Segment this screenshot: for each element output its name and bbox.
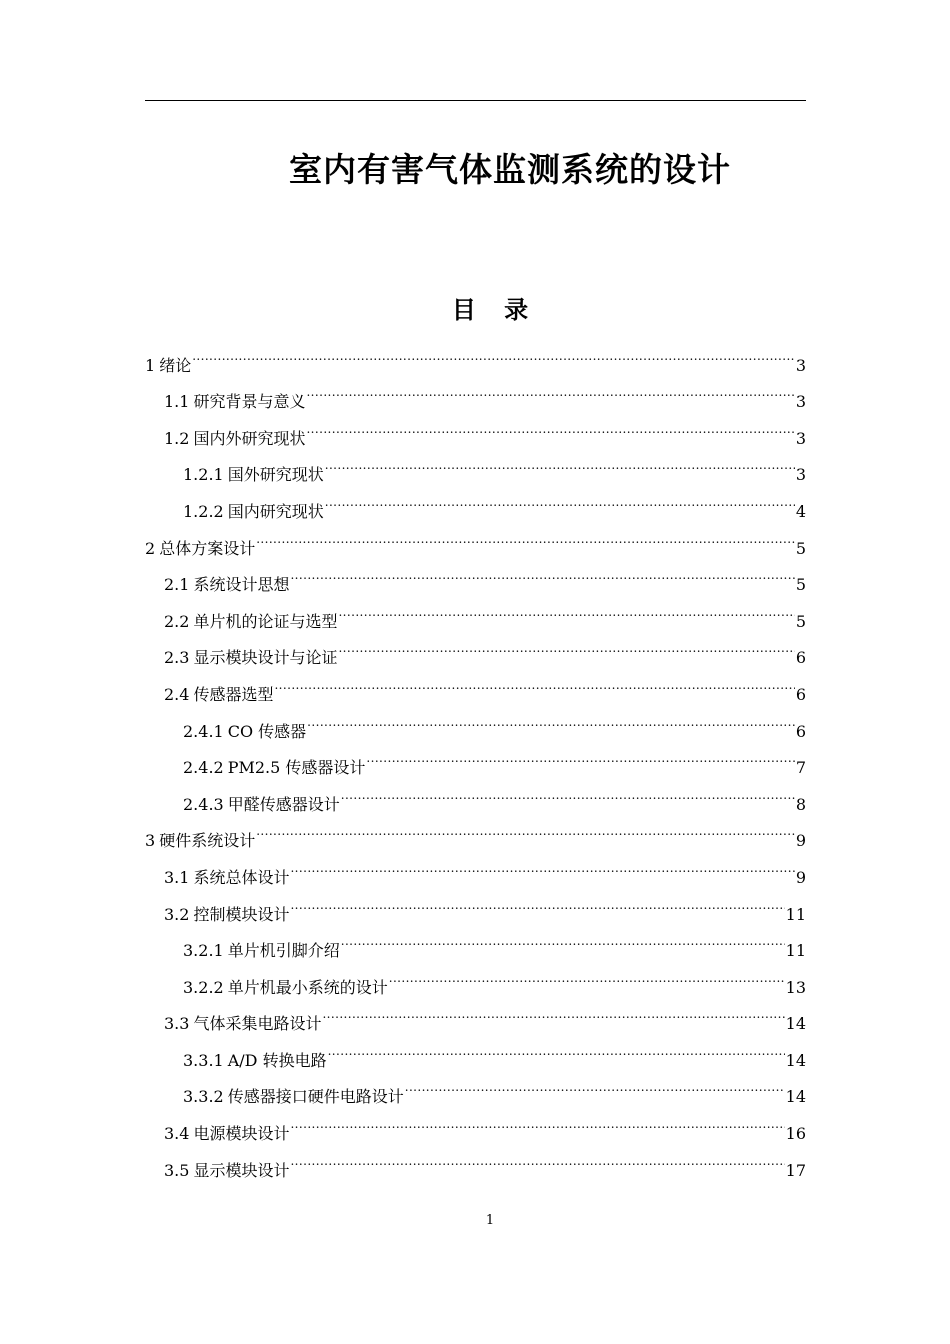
toc-entry-number: 2.1 — [164, 575, 190, 595]
toc-entry-label: A/D 转换电路 — [227, 1050, 327, 1070]
toc-dot-leader — [307, 700, 795, 737]
toc-entry-label: 硬件系统设计 — [159, 831, 256, 851]
toc-entry-page: 3 — [795, 355, 806, 375]
toc-entry-page: 6 — [795, 721, 806, 741]
toc-dot-leader — [274, 663, 794, 700]
toc-entry-label: 甲醛传感器设计 — [227, 794, 340, 814]
toc-dot-leader — [290, 1102, 784, 1139]
toc-entry-page: 14 — [785, 1014, 806, 1034]
toc-entry-label: 国内外研究现状 — [193, 428, 306, 448]
toc-dot-leader — [322, 993, 784, 1030]
toc-entry-label: 总体方案设计 — [159, 538, 256, 558]
toc-entry-page: 11 — [785, 904, 806, 924]
toc-entry-label: 单片机引脚介绍 — [227, 941, 340, 961]
toc-entry-label: 电源模块设计 — [193, 1124, 290, 1144]
toc-entry-page: 13 — [785, 977, 806, 997]
toc-entry-label: 绪论 — [159, 355, 192, 375]
toc-entry-page: 5 — [795, 575, 806, 595]
toc-entry-number: 2.2 — [164, 611, 190, 631]
toc-entry-label: 气体采集电路设计 — [193, 1014, 322, 1034]
toc-entry-number: 2.4.3 — [183, 794, 224, 814]
toc-entry-number: 3.1 — [164, 867, 190, 887]
toc-entry-page: 14 — [785, 1087, 806, 1107]
toc-dot-leader — [290, 883, 784, 920]
toc-entry[interactable] — [145, 371, 806, 412]
toc-entry-number: 1.1 — [164, 392, 190, 412]
table-of-contents — [145, 334, 806, 1180]
toc-entry-page: 16 — [785, 1124, 806, 1144]
toc-dot-leader — [290, 846, 794, 883]
toc-entry-label: 系统设计思想 — [193, 575, 290, 595]
document-title: 室内有害气体监测系统的设计 — [289, 150, 731, 189]
toc-entry-label: 控制模块设计 — [193, 904, 290, 924]
toc-entry-page: 3 — [795, 392, 806, 412]
toc-entry-page: 7 — [795, 758, 806, 778]
toc-entry-label: 传感器选型 — [193, 684, 274, 704]
toc-entry-label: 显示模块设计与论证 — [193, 648, 338, 668]
toc-entry-number: 3.3.1 — [183, 1050, 224, 1070]
toc-entry-page: 11 — [785, 941, 806, 961]
toc-dot-leader — [256, 517, 795, 554]
toc-entry-number: 3.2.2 — [183, 977, 224, 997]
toc-dot-leader — [389, 956, 785, 993]
toc-entry-page: 17 — [785, 1160, 806, 1180]
toc-entry-label: 研究背景与意义 — [193, 392, 306, 412]
toc-entry-page: 3 — [795, 428, 806, 448]
toc-entry-page: 5 — [795, 611, 806, 631]
toc-entry-number: 1.2 — [164, 428, 190, 448]
toc-entry-number: 2.4.1 — [183, 721, 224, 741]
toc-entry-label: 单片机最小系统的设计 — [227, 977, 388, 997]
toc-dot-leader — [341, 920, 785, 957]
toc-entry-number: 2.4.2 — [183, 758, 224, 778]
toc-entry-number: 3.2.1 — [183, 941, 224, 961]
toc-entry-page: 9 — [795, 867, 806, 887]
toc-dot-leader — [306, 407, 794, 444]
toc-entry-page: 6 — [795, 684, 806, 704]
toc-entry-number: 1 — [145, 355, 156, 375]
toc-dot-leader — [306, 371, 794, 408]
toc-entry-label: 国内研究现状 — [227, 501, 324, 521]
toc-dot-leader — [366, 737, 794, 774]
toc-dot-leader — [192, 334, 795, 371]
header-rule — [145, 100, 806, 101]
toc-entry-page: 6 — [795, 648, 806, 668]
toc-entry-label: 显示模块设计 — [193, 1160, 290, 1180]
toc-entry-label: 国外研究现状 — [227, 465, 324, 485]
toc-dot-leader — [290, 1139, 784, 1176]
toc-entry-number: 3.2 — [164, 904, 190, 924]
toc-dot-leader — [328, 1029, 785, 1066]
toc-entry-number: 2.4 — [164, 684, 190, 704]
toc-entry-number: 3.3.2 — [183, 1087, 224, 1107]
toc-entry-page: 9 — [795, 831, 806, 851]
toc-dot-leader — [290, 554, 794, 591]
toc-dot-leader — [341, 773, 795, 810]
toc-heading: 目 录 — [451, 296, 539, 324]
toc-entry-page: 5 — [795, 538, 806, 558]
toc-entry-page: 14 — [785, 1050, 806, 1070]
toc-entry-label: 传感器接口硬件电路设计 — [227, 1087, 404, 1107]
toc-dot-leader — [256, 810, 795, 847]
toc-dot-leader — [338, 590, 794, 627]
toc-dot-leader — [405, 1066, 785, 1103]
toc-entry-label: 系统总体设计 — [193, 867, 290, 887]
toc-entry-number: 2 — [145, 538, 156, 558]
toc-entry-number: 3.3 — [164, 1014, 190, 1034]
toc-dot-leader — [338, 627, 794, 664]
toc-entry-label: 单片机的论证与选型 — [193, 611, 338, 631]
toc-entry-label: PM2.5 传感器设计 — [227, 758, 366, 778]
toc-entry-number: 3.4 — [164, 1124, 190, 1144]
toc-entry-number: 1.2.1 — [183, 465, 224, 485]
toc-entry[interactable] — [145, 334, 806, 375]
toc-dot-leader — [325, 480, 795, 517]
toc-entry-page: 8 — [795, 794, 806, 814]
toc-entry-label: CO 传感器 — [227, 721, 307, 741]
toc-entry-page: 3 — [795, 465, 806, 485]
toc-entry-page: 4 — [795, 501, 806, 521]
toc-entry-number: 1.2.2 — [183, 501, 224, 521]
toc-entry-number: 3 — [145, 831, 156, 851]
toc-dot-leader — [325, 444, 795, 481]
page-number: 1 — [485, 1213, 495, 1228]
toc-entry-number: 2.3 — [164, 648, 190, 668]
toc-entry-number: 3.5 — [164, 1160, 190, 1180]
